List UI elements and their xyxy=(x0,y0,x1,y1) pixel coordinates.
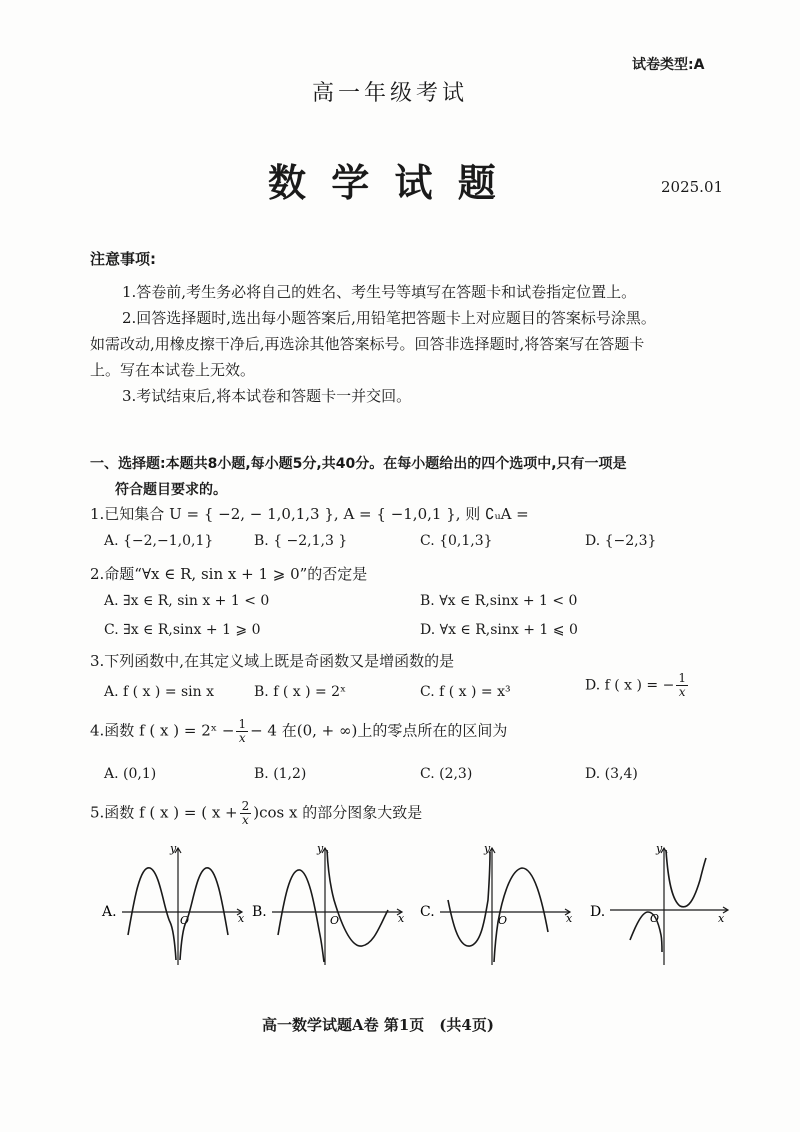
fraction-numerator: 2 xyxy=(241,799,250,813)
q4-stem-suffix: − 4 在(0, + ∞)上的零点所在的区间为 xyxy=(250,721,508,740)
q5-option-b-label: B. xyxy=(252,904,267,920)
q2-option-c: C. ∃x ∈ R,sinx + 1 ⩾ 0 xyxy=(104,622,261,638)
q3-stem: 3.下列函数中,在其定义域上既是奇函数又是增函数的是 xyxy=(90,652,455,670)
y-axis-label: y xyxy=(484,842,491,855)
q5-graph-c xyxy=(418,840,578,970)
curve-right xyxy=(666,850,706,907)
q1-option-c: C. {0,1,3} xyxy=(420,533,493,549)
subject-title: 数 学 试 题 xyxy=(268,160,502,205)
fraction-denominator: x xyxy=(678,685,686,699)
q4-option-c: C. (2,3) xyxy=(420,766,473,782)
q2-option-d: D. ∀x ∈ R,sinx + 1 ⩽ 0 xyxy=(420,622,578,638)
origin-label: O xyxy=(330,914,340,927)
q5-stem-prefix: 5.函数 f ( x ) = ( x + xyxy=(90,803,238,822)
q5-stem-suffix: )cos x 的部分图象大致是 xyxy=(253,803,423,822)
q4-option-a: A. (0,1) xyxy=(104,766,157,782)
exam-date: 2025.01 xyxy=(661,178,724,196)
curve-right xyxy=(327,850,388,946)
notice-item-3: 3.考试结束后,将本试卷和答题卡一并交回。 xyxy=(122,387,412,405)
notice-item-2-line-3: 上。写在本试卷上无效。 xyxy=(90,361,256,379)
q1-option-d: D. {−2,3} xyxy=(585,533,657,549)
exam-title: 高一年级考试 xyxy=(312,81,469,106)
q4-stem xyxy=(90,718,507,745)
x-axis-label: x xyxy=(238,912,245,925)
q1-stem: 1.已知集合 U = { −2, − 1,0,1,3 }, A = { −1,0,1 }, 则 ∁ᵤA = xyxy=(90,505,529,523)
q2-option-b: B. ∀x ∈ R,sinx + 1 < 0 xyxy=(420,593,578,609)
y-axis-label: y xyxy=(656,842,663,855)
section1-heading-line-2: 符合题目要求的。 xyxy=(115,482,227,498)
notice-item-1: 1.答卷前,考生务必将自己的姓名、考生号等填写在答题卡和试卷指定位置上。 xyxy=(122,283,637,301)
q5-option-c-label: C. xyxy=(420,904,435,920)
notice-heading: 注意事项: xyxy=(90,250,156,268)
q5-graph-b xyxy=(250,840,410,970)
x-axis-label: x xyxy=(718,912,725,925)
q4-option-b: B. (1,2) xyxy=(254,766,307,782)
fraction-denominator: x xyxy=(242,813,249,827)
curve-left xyxy=(128,868,176,960)
q5-graph-d xyxy=(588,840,738,970)
q5-stem xyxy=(90,800,422,827)
curve-left xyxy=(448,852,490,946)
y-axis-label: y xyxy=(170,842,177,855)
q4-option-d: D. (3,4) xyxy=(585,766,638,782)
q5-graph-a xyxy=(100,840,250,970)
x-axis-label: x xyxy=(398,912,405,925)
fraction-numerator: 1 xyxy=(238,717,247,731)
x-axis-label: x xyxy=(566,912,573,925)
q4-stem-prefix: 4.函数 f ( x ) = 2ˣ − xyxy=(90,721,235,740)
notice-item-2-line-1: 2.回答选择题时,选出每小题答案后,用铅笔把答题卡上对应题目的答案标号涂黑。 xyxy=(122,309,656,327)
y-axis-label: y xyxy=(317,842,324,855)
q3-option-d-fraction xyxy=(676,672,688,699)
q5-option-d-label: D. xyxy=(590,904,606,920)
q1-option-a: A. {−2,−1,0,1} xyxy=(104,533,214,549)
q3-option-d xyxy=(585,672,690,699)
page-footer: 高一数学试题A卷 第1页 (共4页) xyxy=(262,1016,494,1034)
notice-item-2-line-2: 如需改动,用橡皮擦干净后,再选涂其他答案标号。回答非选择题时,将答案写在答题卡 xyxy=(90,335,645,353)
curve-left xyxy=(278,870,324,962)
section1-heading-line-1: 一、选择题:本题共8小题,每小题5分,共40分。在每小题给出的四个选项中,只有一项是 xyxy=(90,456,627,472)
fraction-denominator: x xyxy=(238,731,246,745)
paper-type-label: 试卷类型:A xyxy=(632,57,705,73)
q3-option-b: B. f ( x ) = 2ˣ xyxy=(254,684,347,700)
q5-fraction xyxy=(240,800,252,827)
q1-option-b: B. { −2,1,3 } xyxy=(254,533,348,549)
q3-option-c: C. f ( x ) = x³ xyxy=(420,684,511,700)
q4-fraction xyxy=(236,718,248,745)
origin-label: O xyxy=(180,914,190,927)
q3-option-d-prefix: D. f ( x ) = − xyxy=(585,677,675,694)
fraction-numerator: 1 xyxy=(678,671,686,685)
origin-label: O xyxy=(650,912,660,925)
q5-option-a-label: A. xyxy=(102,904,117,920)
q2-stem: 2.命题“∀x ∈ R, sin x + 1 ⩾ 0”的否定是 xyxy=(90,565,368,583)
origin-label: O xyxy=(498,914,508,927)
q2-option-a: A. ∃x ∈ R, sin x + 1 < 0 xyxy=(104,593,270,609)
q3-option-a: A. f ( x ) = sin x xyxy=(104,684,215,700)
